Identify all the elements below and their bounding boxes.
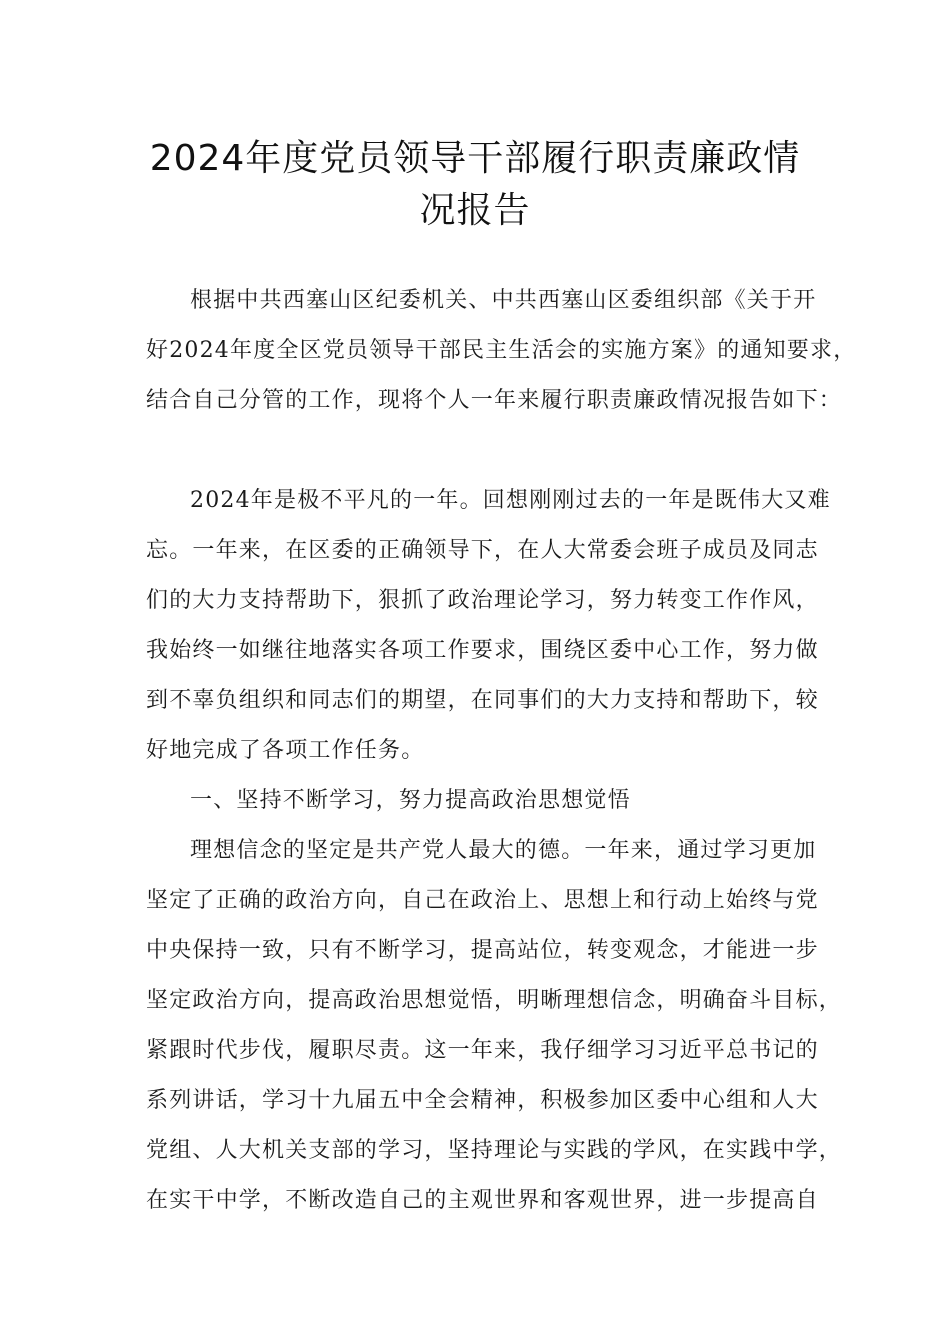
paragraph-line: 根据中共西塞山区纪委机关、中共西塞山区委组织部《关于开 <box>190 288 817 313</box>
paragraph-line: 在实干中学，不断改造自己的主观世界和客观世界，进一步提高自 <box>146 1188 819 1213</box>
paragraph-line: 系列讲话，学习十九届五中全会精神，积极参加区委中心组和人大 <box>146 1088 819 1113</box>
document-title-line-2: 况报告 <box>419 190 531 231</box>
paragraph-line: 2024年是极不平凡的一年。回想刚刚过去的一年是既伟大又难 <box>190 488 831 513</box>
paragraph-line: 中央保持一致，只有不断学习，提高站位，转变观念，才能进一步 <box>146 938 819 963</box>
paragraph-line: 忘。一年来，在区委的正确领导下，在人大常委会班子成员及同志 <box>146 538 819 563</box>
paragraph-line: 紧跟时代步伐，履职尽责。这一年来，我仔细学习习近平总书记的 <box>146 1038 819 1063</box>
paragraph-line: 坚定政治方向，提高政治思想觉悟，明晰理想信念，明确奋斗目标， <box>146 988 843 1013</box>
paragraph-line: 坚定了正确的政治方向，自己在政治上、思想上和行动上始终与党 <box>146 888 819 913</box>
section-heading: 一、坚持不断学习，努力提高政治思想觉悟 <box>190 788 631 813</box>
paragraph-line: 理想信念的坚定是共产党人最大的德。一年来，通过学习更加 <box>190 838 817 863</box>
paragraph-line: 到不辜负组织和同志们的期望，在同事们的大力支持和帮助下，较 <box>146 688 819 713</box>
document-title-line-1: 2024年度党员领导干部履行职责廉政情 <box>149 138 801 179</box>
paragraph-line: 们的大力支持帮助下，狠抓了政治理论学习，努力转变工作作风， <box>146 588 819 613</box>
paragraph-line: 好地完成了各项工作任务。 <box>146 738 425 763</box>
paragraph-line: 我始终一如继往地落实各项工作要求，围绕区委中心工作，努力做 <box>146 638 819 663</box>
paragraph-line: 党组、人大机关支部的学习，坚持理论与实践的学风，在实践中学， <box>146 1138 843 1163</box>
paragraph-line: 结合自己分管的工作，现将个人一年来履行职责廉政情况报告如下： <box>146 388 843 413</box>
paragraph-line: 好2024年度全区党员领导干部民主生活会的实施方案》的通知要求， <box>146 338 857 363</box>
